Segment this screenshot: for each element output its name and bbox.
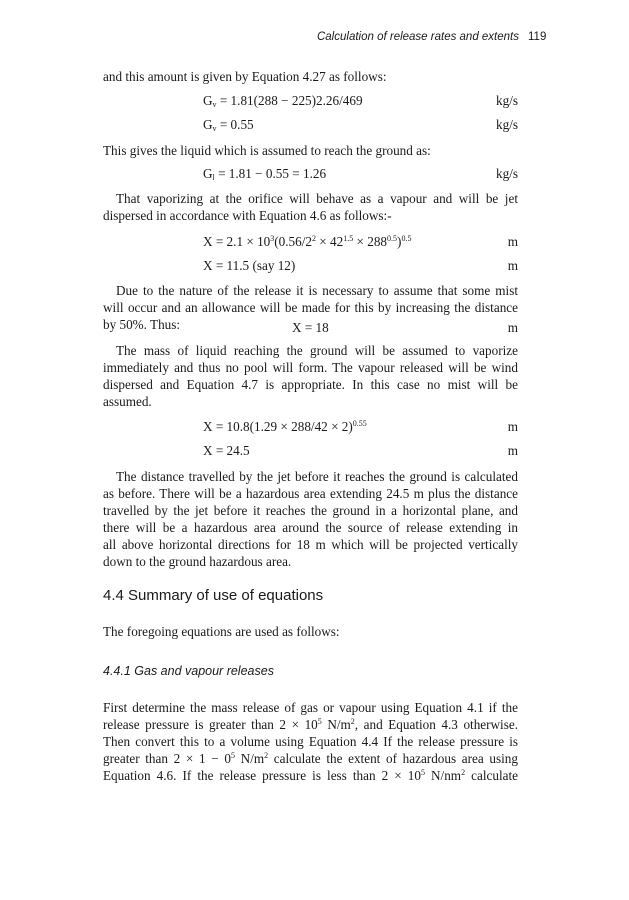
eq-subscript: l — [212, 173, 215, 182]
eq-sup: 0.55 — [352, 419, 367, 428]
text-sup: 5 — [317, 717, 322, 726]
equation-unit: m — [507, 443, 518, 458]
equation-x-18: X = 18 — [292, 320, 329, 335]
paragraph-line: travelled by the jet before it reaches the ground in a horizontal plane, and — [103, 503, 518, 518]
text-part: calculate — [465, 768, 518, 783]
subsection-heading: 4.4.1 Gas and vapour releases — [103, 664, 274, 678]
text-sup: 5 — [420, 768, 425, 777]
running-header-title: Calculation of release rates and extents — [316, 31, 519, 43]
eq-symbol: G — [203, 117, 213, 132]
paragraph-line: down to the ground hazardous area. — [103, 554, 292, 569]
paragraph-line: Then convert this to a volume using Equation 4.4 If the release pressure is — [103, 734, 518, 749]
eq-sup: 2 — [312, 234, 316, 243]
paragraph-line: First determine the mass release of gas or vapour using Equation 4.1 if the — [103, 700, 518, 715]
equation-x-wind — [203, 418, 367, 435]
eq-expression: = 1.81(288 − 225)2.26/469 — [216, 93, 363, 108]
eq-sup: 0.5 — [387, 234, 398, 243]
equation-unit: kg/s — [496, 117, 518, 132]
section-heading: 4.4 Summary of use of equations — [103, 587, 324, 604]
paragraph-line: The distance travelled by the jet before it reaches the ground is calculated — [116, 469, 518, 484]
equation-unit: kg/s — [496, 93, 518, 108]
eq-part: (0.56/2 — [274, 234, 312, 249]
page-number: 119 — [528, 31, 547, 43]
equation-gv-formula — [203, 92, 363, 109]
text-part: Equation 4.6. If the release pressure is less than 2 × 10 — [103, 768, 421, 783]
eq-sup: 0.5 — [401, 234, 412, 243]
equation-unit: m — [507, 320, 518, 335]
paragraph-line — [103, 767, 518, 784]
equation-unit: m — [507, 234, 518, 249]
eq-part: X = 2.1 × 10 — [203, 234, 271, 249]
text-sup: 5 — [231, 751, 235, 760]
text-part: calculate the extent of hazardous area using — [268, 751, 518, 766]
text-part: , and Equation 4.3 otherwise. — [354, 717, 519, 732]
text-part: greater than 2 × 1 − 0 — [103, 751, 231, 766]
equation-unit: m — [507, 258, 518, 273]
paragraph-line: That vaporizing at the orifice will behave as a vapour and will be jet — [116, 191, 518, 206]
text-part: N/m — [235, 751, 265, 766]
paragraph-line: The mass of liquid reaching the ground will be assumed to vaporize — [116, 343, 518, 358]
paragraph-line — [103, 716, 518, 733]
eq-part: ) — [397, 234, 402, 249]
equation-x-24: X = 24.5 — [203, 443, 250, 458]
eq-sup: 3 — [270, 234, 275, 243]
eq-subscript: v — [212, 124, 217, 133]
paragraph-line: and this amount is given by Equation 4.27 as follows: — [103, 69, 387, 84]
text-sup: 2 — [264, 751, 269, 760]
paragraph-line: will occur and an allowance will be made for this by increasing the distance — [103, 300, 518, 315]
paragraph-line: all above horizontal directions for 18 m which will be projected vertically — [103, 537, 518, 552]
paragraph-line: dispersed and Equation 4.7 is appropriate. In this case no mist will be — [103, 377, 518, 392]
equation-gl — [203, 165, 326, 182]
equation-unit: m — [507, 419, 518, 434]
eq-expression: = 1.81 − 0.55 = 1.26 — [214, 166, 327, 181]
text-part: N/nm — [424, 768, 462, 783]
eq-symbol: G — [203, 166, 213, 181]
paragraph-line: immediately and thus no pool will form. The vapour released will be wind — [103, 360, 518, 375]
equation-unit: kg/s — [496, 166, 518, 181]
paragraph-line: This gives the liquid which is assumed to reach the ground as: — [103, 143, 431, 158]
paragraph-line: by 50%. Thus: — [103, 317, 181, 332]
equation-x-jet — [203, 233, 411, 250]
text-part: N/m — [321, 717, 351, 732]
eq-symbol: G — [203, 93, 213, 108]
equation-x-result: X = 11.5 (say 12) — [203, 258, 296, 273]
eq-part: X = 10.8(1.29 × 288/42 × 2) — [203, 419, 353, 434]
eq-part: × 42 — [316, 234, 344, 249]
eq-part: × 288 — [353, 234, 388, 249]
eq-subscript: v — [212, 100, 217, 109]
paragraph-line: assumed. — [103, 394, 152, 409]
paragraph-line: The foregoing equations are used as follows: — [103, 624, 340, 639]
paragraph-line: as before. There will be a hazardous area extending 24.5 m plus the distance — [103, 486, 518, 501]
paragraph-line: Due to the nature of the release it is necessary to assume that some mist — [116, 283, 518, 298]
eq-sup: 1.5 — [343, 234, 354, 243]
paragraph-line: there will be a hazardous area around the source of release extending in — [103, 520, 518, 535]
text-sup: 2 — [350, 717, 355, 726]
text-part: release pressure is greater than 2 × 10 — [103, 717, 318, 732]
equation-gv-result — [203, 116, 254, 133]
paragraph-line: dispersed in accordance with Equation 4.6 as follows:- — [103, 208, 392, 223]
eq-expression: = 0.55 — [216, 117, 254, 132]
text-sup: 2 — [461, 768, 466, 777]
paragraph-line — [103, 750, 518, 767]
